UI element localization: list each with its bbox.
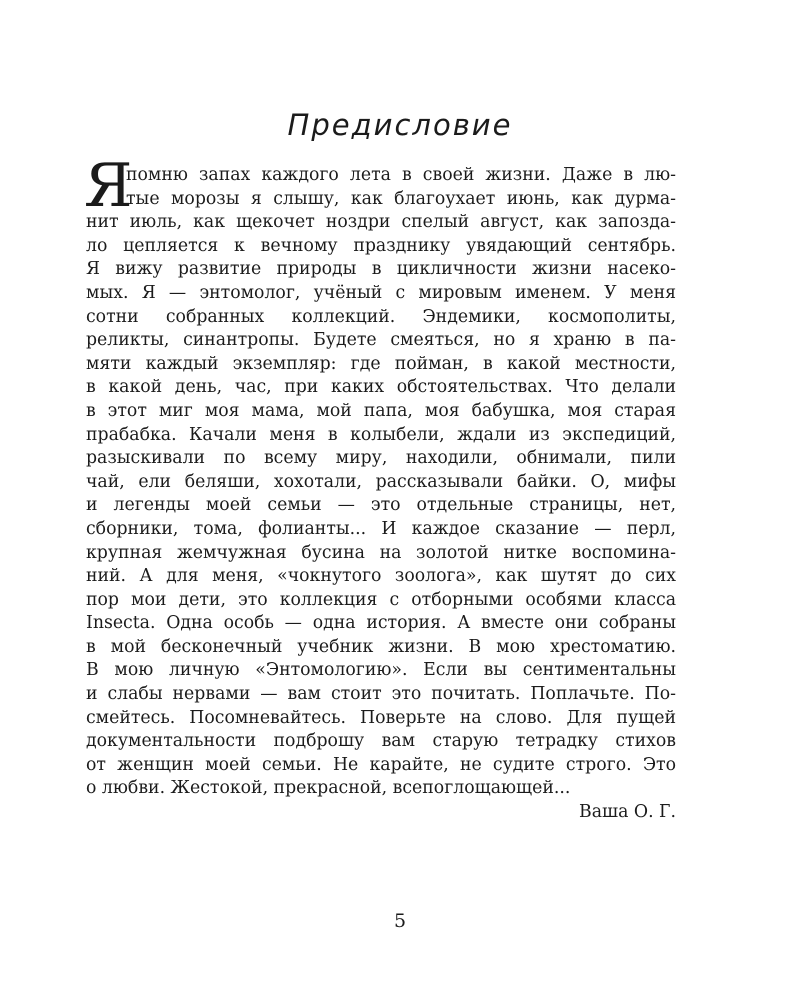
text-line: от женщин моей семьи. Не карайте, не судите строго. Это — [86, 754, 676, 775]
text-line: помню запах каждого лета в своей жизни. Даже в лю- — [126, 165, 676, 185]
text-line: ло цепляется к вечному празднику увядающий сентябрь. — [86, 235, 676, 256]
text-line: прабабка. Качали меня в колыбели, ждали из экспедиций, — [86, 424, 676, 445]
text-line: крупная жемчужная бусина на золотой нитке воспомина- — [86, 542, 676, 563]
text-line: мых. Я — энтомолог, учёный с мировым именем. У меня — [86, 282, 676, 303]
text-line: Insecta. Одна особь — одна история. А вместе они собраны — [86, 613, 676, 634]
text-line: в мой бесконечный учебник жизни. В мою хрестоматию. — [86, 636, 676, 657]
text-line: Я вижу развитие природы в цикличности жизни насеко- — [86, 259, 676, 280]
text-line: документальности подброшу вам старую тетрадку стихов — [86, 731, 676, 752]
text-line: и легенды моей семьи — это отдельные страницы, нет, — [86, 495, 676, 516]
text-line: чай, ели беляши, хохотали, рассказывали байки. О, мифы — [86, 471, 676, 492]
text-line: тые морозы я слышу, как благоухает июнь, как дурма- — [126, 188, 676, 209]
text-line: реликты, синантропы. Будете смеяться, но я храню в па- — [86, 330, 676, 351]
page-number: 5 — [393, 910, 407, 932]
signature: Ваша О. Г. — [579, 802, 676, 823]
text-line: сотни собранных коллекций. Эндемики, космополиты, — [86, 306, 676, 327]
body-text — [86, 164, 676, 825]
text-line: и слабы нервами — вам стоит это почитать. Поплачьте. По- — [86, 684, 676, 705]
text-line: мяти каждый экземпляр: где пойман, в какой местности, — [86, 353, 676, 374]
text-line: разыскивали по всему миру, находили, обнимали, пили — [86, 448, 676, 469]
text-line: нит июль, как щекочет ноздри спелый август, как запозда- — [86, 212, 676, 233]
chapter-title: Предисловие — [287, 108, 513, 142]
text-line: В мою личную «Энтомологию». Если вы сентиментальны — [86, 660, 676, 681]
drop-cap: Я — [84, 151, 133, 221]
text-line: ний. А для меня, «чокнутого зоолога», как шутят до сих — [86, 566, 676, 587]
text-line: сборники, тома, фолианты... И каждое сказание — перл, — [86, 518, 676, 539]
text-line: пор мои дети, это коллекция с отборными особями класса — [86, 589, 676, 610]
text-line: о любви. Жестокой, прекрасной, всепоглощающей... — [86, 778, 571, 799]
text-line: смейтесь. Посомневайтесь. Поверьте на слово. Для пущей — [86, 707, 676, 728]
text-line: в этот миг моя мама, мой папа, моя бабушка, моя старая — [86, 400, 676, 421]
text-line: в какой день, час, при каких обстоятельствах. Что делали — [86, 377, 676, 398]
